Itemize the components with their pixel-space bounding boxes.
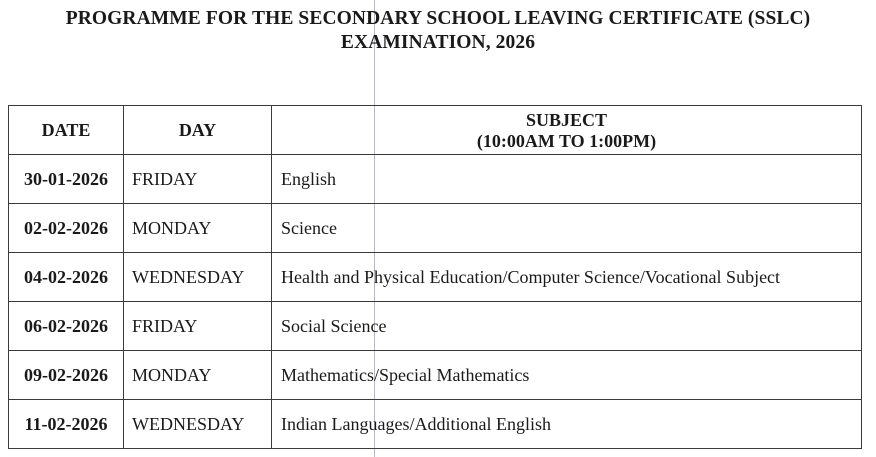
- cell-date: 09-02-2026: [9, 351, 124, 400]
- cell-day: WEDNESDAY: [124, 253, 272, 302]
- cell-date: 30-01-2026: [9, 155, 124, 204]
- header-day: DAY: [124, 106, 272, 155]
- document-subtitle: EXAMINATION, 2026: [340, 32, 536, 53]
- header-subject-time: (10:00AM TO 1:00PM): [476, 131, 657, 151]
- cell-day: MONDAY: [124, 351, 272, 400]
- cell-subject: Indian Languages/Additional English: [272, 400, 862, 449]
- exam-timetable: [8, 105, 862, 449]
- table-row: [9, 351, 862, 400]
- header-date: DATE: [9, 106, 124, 155]
- cell-subject: Science: [272, 204, 862, 253]
- cell-date: 02-02-2026: [9, 204, 124, 253]
- cell-day: WEDNESDAY: [124, 400, 272, 449]
- cell-day: FRIDAY: [124, 155, 272, 204]
- cell-day: FRIDAY: [124, 302, 272, 351]
- cell-date: 04-02-2026: [9, 253, 124, 302]
- table-row: [9, 155, 862, 204]
- cell-date: 06-02-2026: [9, 302, 124, 351]
- table-row: [9, 302, 862, 351]
- cell-day: MONDAY: [124, 204, 272, 253]
- table-row: [9, 400, 862, 449]
- document-title: PROGRAMME FOR THE SECONDARY SCHOOL LEAVING CERTIFICATE (SSLC): [65, 8, 811, 29]
- table-header-row: [9, 106, 862, 155]
- cell-subject: English: [272, 155, 862, 204]
- cell-subject: Mathematics/Special Mathematics: [272, 351, 862, 400]
- table-row: [9, 253, 862, 302]
- header-subject-label: SUBJECT: [525, 110, 608, 130]
- cell-date: 11-02-2026: [9, 400, 124, 449]
- table-row: [9, 204, 862, 253]
- cell-subject: Social Science: [272, 302, 862, 351]
- cell-subject: Health and Physical Education/Computer Science/Vocational Subject: [272, 253, 862, 302]
- header-subject: [272, 106, 862, 155]
